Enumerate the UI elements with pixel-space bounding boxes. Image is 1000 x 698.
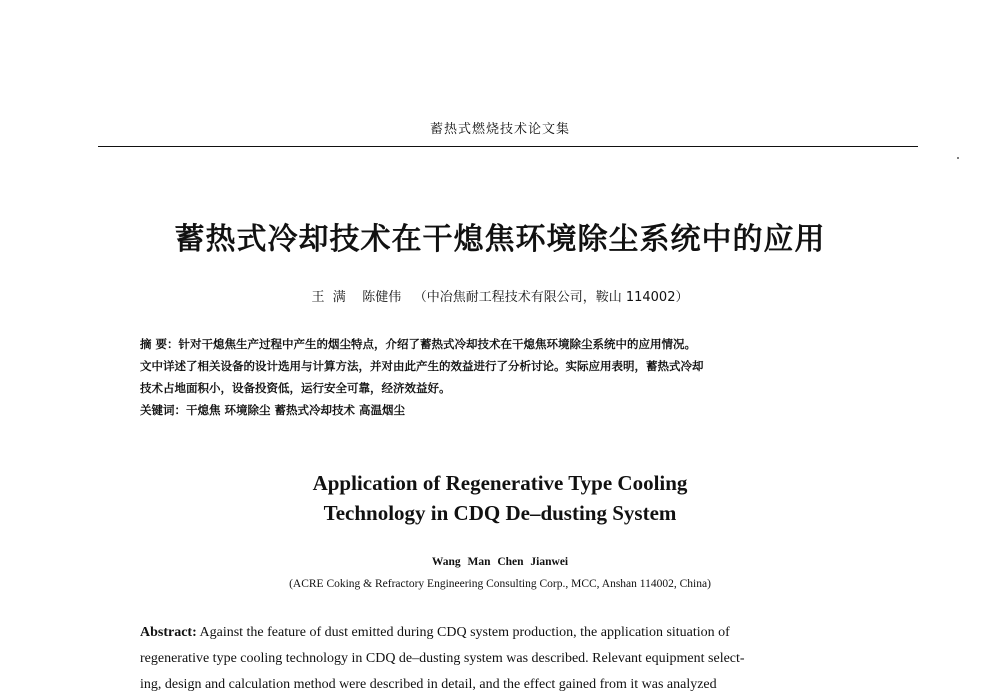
header-rule	[98, 146, 918, 147]
chinese-abstract-text-1: 针对干熄焦生产过程中产生的烟尘特点，介绍了蓄热式冷却技术在干熄焦环境除尘系统中的应用情况。	[178, 337, 697, 351]
scan-speck	[957, 157, 959, 159]
chinese-title: 蓄热式冷却技术在干熄焦环境除尘系统中的应用	[174, 222, 826, 257]
english-title	[0, 468, 1000, 528]
english-abstract-line-1	[140, 620, 880, 646]
chinese-authors: 王 满 陈健伟 （中冶焦耐工程技术有限公司，鞍山 114002）	[311, 290, 689, 305]
english-abstract-line-2: regenerative type cooling technology in CDQ de–dusting system was described. Relevant equipment select-	[140, 651, 745, 666]
chinese-keywords-value: 干熄焦 环境除尘 蓄热式冷却技术 高温烟尘	[186, 403, 406, 417]
english-title-line-2: Technology in CDQ De–dusting System	[323, 501, 677, 525]
running-header: 蓄热式燃烧技术论文集	[429, 122, 570, 137]
chinese-abstract-line-2: 文中详述了相关设备的设计选用与计算方法，并对由此产生的效益进行了分析讨论。实际应用表明，蓄热式冷却	[140, 359, 704, 373]
english-title-line-1: Application of Regenerative Type Cooling	[312, 471, 688, 495]
chinese-keywords-label: 关键词：	[140, 403, 186, 417]
english-abstract-label: Abstract:	[140, 625, 197, 640]
chinese-abstract-label: 摘 要：	[140, 337, 179, 351]
english-abstract-text-1: Against the feature of dust emitted during CDQ system production, the application situation of	[196, 625, 730, 640]
chinese-abstract-line-1	[140, 333, 880, 355]
english-abstract-line-3: ing, design and calculation method were described in detail, and the effect gained from it was analyzed	[140, 677, 717, 692]
english-authors: Wang Man Chen Jianwei	[431, 556, 569, 568]
chinese-keywords	[140, 399, 880, 421]
chinese-abstract-line-3: 技术占地面积小，设备投资低，运行安全可靠，经济效益好。	[140, 381, 451, 395]
english-affiliation: (ACRE Coking & Refractory Engineering Consulting Corp., MCC, Anshan 114002, China)	[289, 578, 711, 590]
chinese-abstract	[140, 333, 880, 421]
english-abstract	[140, 620, 880, 698]
